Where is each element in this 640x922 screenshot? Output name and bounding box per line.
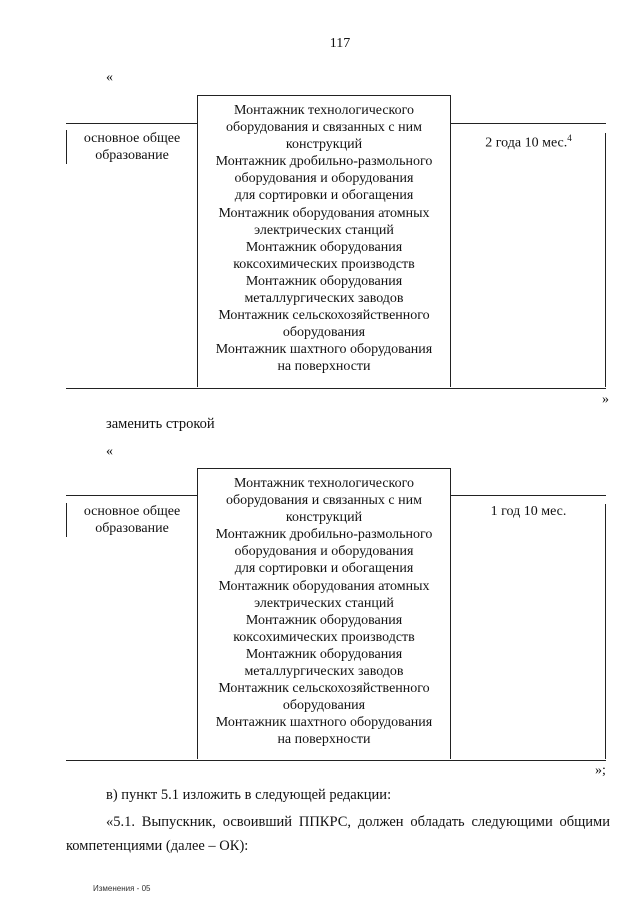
middle-line: Монтажник дробильно-размольного — [215, 154, 433, 170]
close-quote-2: »; — [595, 763, 606, 778]
middle-line: электрических станций — [254, 595, 394, 611]
open-quote-2: « — [106, 444, 113, 459]
middle-line: Монтажник сельскохозяйственного — [218, 681, 430, 697]
replace-text: заменить строкой — [106, 416, 215, 432]
middle-line: оборудования и оборудования — [234, 171, 414, 187]
middle-line: Монтажник технологического — [233, 103, 415, 118]
page-number: 117 — [329, 36, 351, 51]
paragraph-5-1-line2: компетенциями (далее – ОК): — [66, 838, 249, 854]
middle-line: коксохимических производств — [233, 629, 415, 645]
table-old-left-cell — [66, 130, 197, 164]
middle-line: оборудования — [282, 698, 366, 714]
middle-line: Монтажник шахтного оборудования — [215, 715, 433, 731]
middle-line: электрических станций — [254, 222, 394, 238]
footnote-marker: 4 — [567, 133, 572, 143]
middle-line: Монтажник оборудования атомных — [218, 205, 430, 221]
middle-line: Монтажник оборудования атомных — [218, 578, 430, 594]
middle-line: оборудования и связанных с ним — [225, 493, 422, 509]
table-new-middle-lines — [198, 475, 450, 749]
footer: Изменения - 05 — [93, 884, 151, 893]
table-old-middle-lines — [198, 102, 450, 376]
middle-line: Монтажник оборудования — [245, 239, 403, 255]
middle-line: металлургических заводов — [244, 291, 404, 307]
table-new-middle-cell — [197, 468, 451, 759]
middle-line: конструкций — [285, 510, 363, 526]
close-quote-1: » — [602, 392, 609, 407]
middle-line: Монтажник оборудования — [245, 273, 403, 289]
middle-line: коксохимических производств — [233, 256, 415, 272]
table-new-left-text: основное общее образование — [83, 504, 181, 536]
table-new-left-cell — [66, 503, 197, 537]
table-new-right-cell — [452, 504, 606, 759]
middle-line: Монтажник сельскохозяйственного — [218, 308, 430, 324]
middle-line: для сортировки и обогащения — [234, 188, 414, 204]
middle-line: оборудования и связанных с ним — [225, 120, 422, 136]
open-quote: « — [106, 70, 113, 85]
middle-line: Монтажник оборудования — [245, 646, 403, 662]
middle-line: Монтажник дробильно-размольного — [215, 527, 433, 543]
middle-line: Монтажник технологического — [233, 476, 415, 491]
middle-line: Монтажник оборудования — [245, 612, 403, 628]
middle-line: Монтажник шахтного оборудования — [215, 342, 433, 358]
paragraph-v: в) пункт 5.1 изложить в следующей редакции: — [106, 787, 392, 803]
middle-line: на поверхности — [277, 359, 371, 375]
table-old-term: 2 года 10 мес. — [485, 135, 568, 151]
middle-line: оборудования — [282, 325, 366, 341]
middle-line: металлургических заводов — [244, 664, 404, 680]
paragraph-5-1-line1: «5.1. Выпускник, освоивший ППКРС, должен обладать следующими общими — [106, 814, 610, 830]
middle-line: для сортировки и обогащения — [234, 561, 414, 577]
table-old-middle-cell — [197, 95, 451, 387]
table-old-right-cell — [452, 133, 606, 387]
middle-line: оборудования и оборудования — [234, 544, 414, 560]
table-new-term: 1 год 10 мес. — [490, 504, 567, 519]
table-old-left-text: основное общее образование — [83, 131, 181, 163]
middle-line: на поверхности — [277, 732, 371, 748]
middle-line: конструкций — [285, 137, 363, 153]
